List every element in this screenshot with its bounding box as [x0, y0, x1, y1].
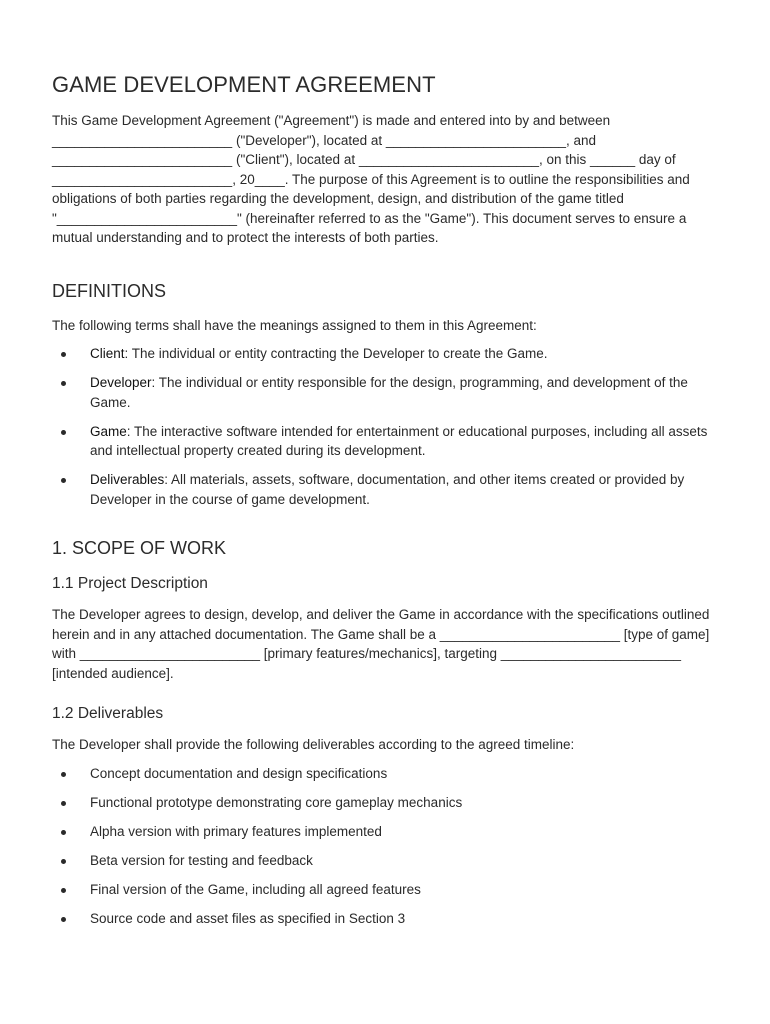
deliverable-item: [52, 880, 722, 900]
intro-paragraph: This Game Development Agreement ("Agreement") is made and entered into by and between ________________________ ("Developer"), located at ________________________, and ________________________ ("Client"), located at ________________________, on this ______ day of ________________________, 20____. The purpose of this Agreement is to outline the responsibilities and obligations of both parties regarding the development, design, and distribution of the game titled "________________________" (hereinafter referred to as the "Game"). This document serves to ensure a mutual understanding and to protect the interests of both parties.: [52, 113, 690, 245]
definition-item: [52, 344, 722, 364]
definition-term: Developer: [90, 375, 152, 390]
bullet-icon: [61, 352, 66, 357]
bullet-icon: [61, 888, 66, 893]
definition-item: [52, 373, 722, 412]
deliverable-text: Final version of the Game, including all agreed features: [90, 881, 421, 897]
bullet-icon: [61, 381, 66, 386]
bullet-icon: [61, 859, 66, 864]
project-description-text: The Developer agrees to design, develop, and deliver the Game in accordance with the specifications outlined herein and in any attached documentation. The Game shall be a ________________________ [type of game] with ________________________ [primary features/mechanics], targeting ________________________ [intended audience].: [52, 607, 710, 681]
definition-text: : The individual or entity responsible for the design, programming, and development of the Game.: [90, 375, 688, 410]
deliverables-list: [52, 764, 722, 929]
definition-text: : All materials, assets, software, documentation, and other items created or provided by Developer in the course of game development.: [90, 472, 685, 507]
project-description-heading: 1.1 Project Description: [52, 575, 208, 592]
definitions-section: [52, 279, 722, 510]
deliverables-lead: The Developer shall provide the following deliverables according to the agreed timeline:: [52, 737, 575, 752]
bullet-icon: [61, 478, 66, 483]
definition-item: [52, 422, 722, 461]
deliverable-text: Concept documentation and design specifications: [90, 765, 388, 781]
deliverable-item: [52, 793, 722, 813]
bullet-icon: [61, 801, 66, 806]
deliverables-heading: 1.2 Deliverables: [52, 705, 164, 722]
scope-section: [52, 536, 722, 928]
definition-term: Deliverables: [90, 472, 165, 487]
bullet-icon: [61, 430, 66, 435]
definition-text: : The individual or entity contracting the Developer to create the Game.: [124, 346, 548, 361]
deliverable-text: Alpha version with primary features implemented: [90, 823, 382, 839]
definition-text: : The interactive software intended for entertainment or educational purposes, including all assets and intellectual property created during its development.: [90, 423, 708, 458]
deliverable-item: [52, 909, 722, 929]
deliverable-item: [52, 822, 722, 842]
document-title: GAME DEVELOPMENT AGREEMENT: [52, 72, 436, 97]
definition-item: [52, 470, 722, 509]
bullet-icon: [61, 917, 66, 922]
bullet-icon: [61, 830, 66, 835]
deliverable-item: [52, 851, 722, 871]
deliverable-text: Source code and asset files as specified in Section 3: [90, 910, 406, 926]
definitions-lead: The following terms shall have the meanings assigned to them in this Agreement:: [52, 317, 537, 333]
deliverable-text: Beta version for testing and feedback: [90, 852, 313, 868]
scope-heading: 1. SCOPE OF WORK: [52, 538, 227, 558]
deliverable-item: [52, 764, 722, 784]
bullet-icon: [61, 772, 66, 777]
definitions-heading: DEFINITIONS: [52, 280, 167, 301]
document-page: [52, 70, 722, 938]
deliverable-text: Functional prototype demonstrating core gameplay mechanics: [90, 794, 463, 810]
definition-term: Client: [90, 346, 125, 361]
definitions-list: [52, 344, 722, 509]
definition-term: Game: [90, 423, 127, 439]
